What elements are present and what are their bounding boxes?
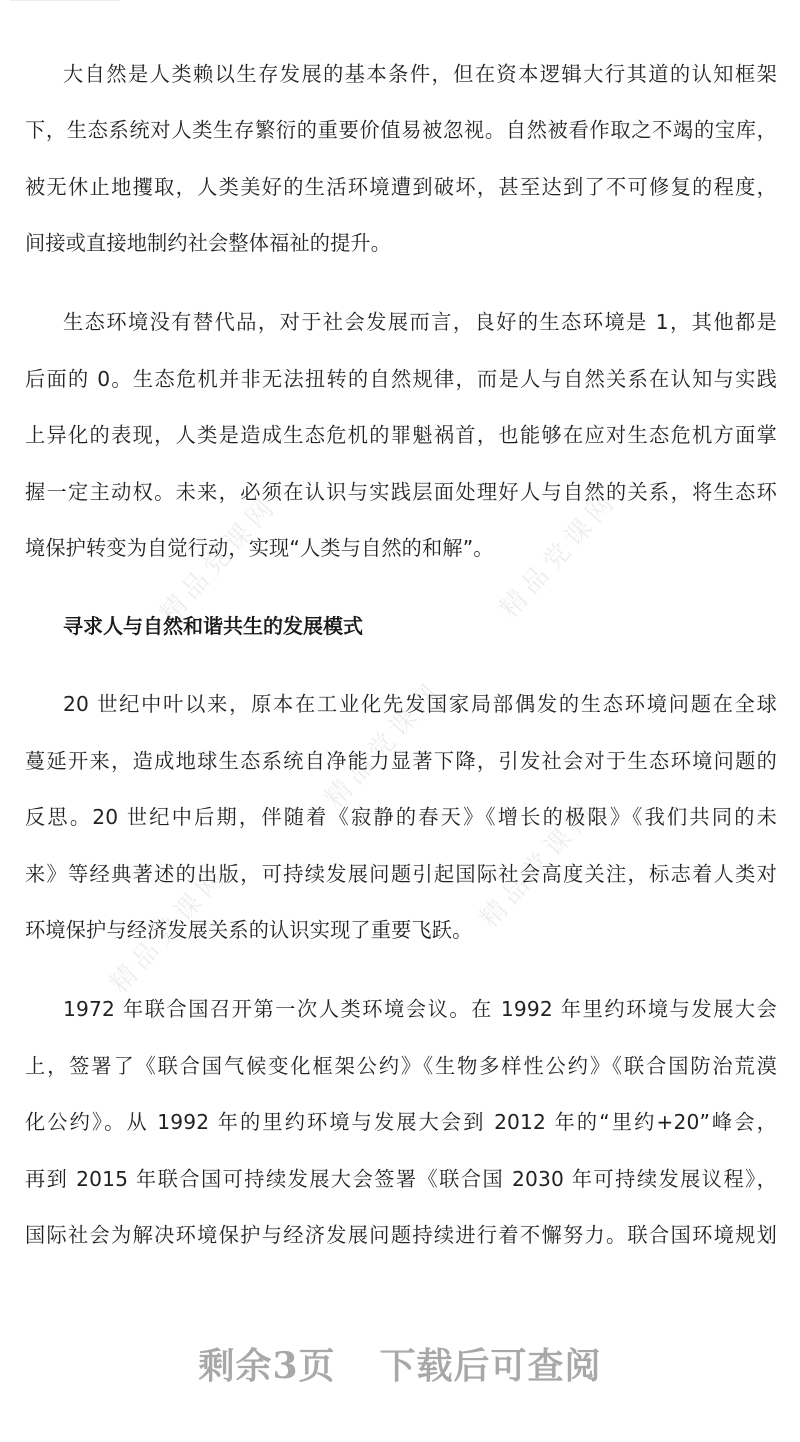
text-line: 20 世纪中叶以来，原本在工业化先发国家局部偶发的生态环境问题在全球 <box>63 692 777 716</box>
section-heading: 寻求人与自然和谐共生的发展模式 <box>63 614 363 638</box>
download-to-view-link[interactable]: 下载后可查阅 <box>379 1345 602 1387</box>
text-line: 1972 年联合国召开第一次人类环境会议。在 1992 年里约环境与发展大会 <box>63 997 777 1021</box>
text-line: 后面的 0。生态危机并非无法扭转的自然规律，而是人与自然关系在认知与实践 <box>25 367 777 391</box>
text-line: 下，生态系统对人类生存繁衍的重要价值易被忽视。自然被看作取之不竭的宝库， <box>25 118 777 142</box>
text-line: 环境保护与经济发展关系的认识实现了重要飞跃。 <box>25 918 473 942</box>
text-line: 来》等经典著述的出版，可持续发展问题引起国际社会高度关注，标志着人类对 <box>25 862 777 886</box>
text-line: 境保护转变为自觉行动，实现“人类与自然的和解”。 <box>25 536 494 560</box>
text-line: 化公约》。从 1992 年的里约环境与发展大会到 2012 年的“里约+20”峰会， <box>25 1110 777 1134</box>
text-line: 国际社会为解决环境保护与经济发展问题持续进行着不懈努力。联合国环境规划 <box>25 1223 777 1247</box>
remaining-pages-notice[interactable] <box>0 1338 800 1389</box>
text-line: 大自然是人类赖以生存发展的基本条件，但在资本逻辑大行其道的认知框架 <box>63 62 777 86</box>
text-line: 蔓延开来，造成地球生态系统自净能力显著下降，引发社会对于生态环境问题的 <box>25 749 777 773</box>
remaining-pages-count: 剩余3页 <box>198 1345 336 1387</box>
text-line: 上异化的表现，人类是造成生态危机的罪魁祸首，也能够在应对生态危机方面掌 <box>25 423 777 447</box>
text-line: 握一定主动权。未来，必须在认识与实践层面处理好人与自然的关系，将生态环 <box>25 480 777 504</box>
text-line: 间接或直接地制约社会整体福祉的提升。 <box>25 231 392 255</box>
watermark: 精品党课网 <box>154 490 284 630</box>
top-edge-divider <box>10 0 120 1</box>
watermark: 精品党课网 <box>474 795 604 935</box>
watermark: 精品党课网 <box>494 485 624 625</box>
watermark: 精品党课网 <box>319 675 449 815</box>
text-line: 被无休止地攫取，人类美好的生活环境遭到破坏，甚至达到了不可修复的程度， <box>25 175 777 199</box>
text-line: 生态环境没有替代品，对于社会发展而言，良好的生态环境是 1，其他都是 <box>63 310 777 334</box>
watermark: 精品党课网 <box>104 860 234 1000</box>
text-line: 反思。20 世纪中后期，伴随着《寂静的春天》《增长的极限》《我们共同的未 <box>25 805 777 829</box>
text-line: 上，签署了《联合国气候变化框架公约》《生物多样性公约》《联合国防治荒漠 <box>25 1054 777 1078</box>
text-line: 再到 2015 年联合国可持续发展大会签署《联合国 2030 年可持续发展议程》， <box>25 1167 777 1191</box>
